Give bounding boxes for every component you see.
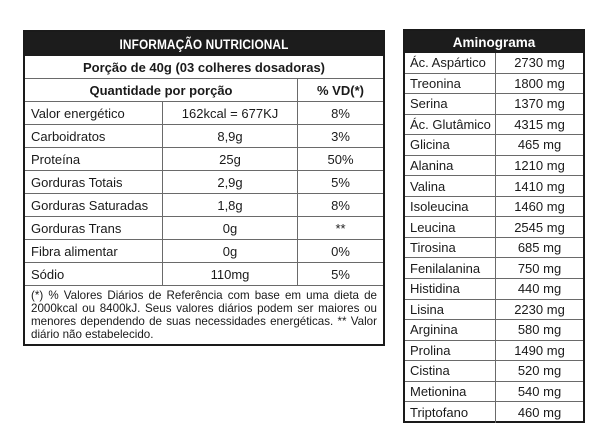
nutrient-name: Valor energético xyxy=(25,102,163,124)
amino-row xyxy=(405,341,583,362)
amino-row xyxy=(405,176,583,197)
serving-size-row xyxy=(25,56,383,79)
nutrient-name: Proteína xyxy=(25,148,163,170)
nutrient-row xyxy=(25,102,383,125)
amino-name: Tirosina xyxy=(405,238,496,258)
amino-value: 540 mg xyxy=(517,384,562,400)
amino-row xyxy=(405,217,583,238)
nutrient-amount: 25g xyxy=(163,148,298,170)
amino-name: Fenilalanina xyxy=(405,258,496,278)
col-header-vd: % VD(*) xyxy=(317,82,364,98)
nutrient-name: Gorduras Saturadas xyxy=(25,194,163,216)
nutrient-vd: 5% xyxy=(331,266,350,282)
amino-row xyxy=(405,258,583,279)
amino-value: 1210 mg xyxy=(514,158,565,173)
aminogram-title: Aminograma xyxy=(405,31,583,53)
nutrient-vd: 3% xyxy=(331,128,350,144)
nutrient-name: Carboidratos xyxy=(25,125,163,147)
nutrient-vd: 5% xyxy=(331,174,350,190)
amino-value: 460 mg xyxy=(517,405,562,421)
daily-values-footnote: (*) % Valores Diários de Referência com base em uma dieta de 2000kcal ou 8400kJ. Seus valores diários podem ser maiores ou menores dependendo de suas necessidades energéticas. ** Valor diário não estabelecido. xyxy=(31,289,377,341)
amino-value: 750 mg xyxy=(517,260,562,276)
nutrient-vd: 8% xyxy=(331,105,350,121)
nutrient-amount: 2,9g xyxy=(163,171,298,193)
amino-row xyxy=(405,135,583,156)
amino-row xyxy=(405,74,583,95)
col-header-quantity: Quantidade por porção xyxy=(25,79,298,101)
amino-row xyxy=(405,238,583,259)
nutrition-title-bar xyxy=(25,32,383,56)
nutrient-row xyxy=(25,217,383,240)
nutrition-title: INFORMAÇÃO NUTRICIONAL xyxy=(46,32,361,56)
amino-row xyxy=(405,156,583,177)
amino-row xyxy=(405,197,583,218)
amino-name: Lisina xyxy=(405,300,496,320)
nutrient-row xyxy=(25,263,383,286)
amino-row xyxy=(405,382,583,403)
amino-value: 1490 mg xyxy=(514,342,565,358)
nutrient-name: Gorduras Totais xyxy=(25,171,163,193)
nutrient-name: Sódio xyxy=(25,263,163,285)
nutrient-row xyxy=(25,148,383,171)
amino-value: 2730 mg xyxy=(514,55,565,71)
nutrient-amount: 8,9g xyxy=(163,125,298,147)
amino-name: Leucina xyxy=(405,217,496,237)
amino-name: Glicina xyxy=(405,135,496,155)
amino-name: Alanina xyxy=(405,156,496,176)
amino-value: 4315 mg xyxy=(514,116,565,132)
nutrient-amount: 0g xyxy=(163,217,298,239)
amino-name: Treonina xyxy=(405,74,496,94)
amino-value: 1460 mg xyxy=(514,199,565,215)
amino-row xyxy=(405,300,583,321)
amino-value: 1410 mg xyxy=(514,178,565,194)
nutrient-vd: ** xyxy=(335,220,346,236)
nutrition-facts-table xyxy=(23,30,385,346)
amino-row xyxy=(405,115,583,136)
nutrient-row xyxy=(25,240,383,263)
amino-row xyxy=(405,402,583,423)
amino-name: Ác. Aspártico xyxy=(405,53,496,73)
serving-size: Porção de 40g (03 colheres dosadoras) xyxy=(82,59,326,75)
amino-value: 1370 mg xyxy=(514,96,565,112)
amino-name: Serina xyxy=(405,94,496,114)
nutrient-row xyxy=(25,194,383,217)
nutrient-row xyxy=(25,171,383,194)
amino-value: 2230 mg xyxy=(514,301,565,317)
amino-value: 520 mg xyxy=(517,363,562,379)
nutrient-vd: 50% xyxy=(327,151,354,167)
amino-name: Prolina xyxy=(405,341,496,361)
amino-row xyxy=(405,53,583,74)
nutrient-amount: 1,8g xyxy=(163,194,298,216)
amino-row xyxy=(405,94,583,115)
amino-value: 580 mg xyxy=(517,322,562,338)
nutrient-amount: 110mg xyxy=(163,263,298,285)
amino-row xyxy=(405,361,583,382)
nutrient-name: Gorduras Trans xyxy=(25,217,163,239)
amino-name: Isoleucina xyxy=(405,197,496,217)
aminogram-table xyxy=(403,29,585,423)
nutrient-vd: 0% xyxy=(331,243,350,259)
amino-name: Arginina xyxy=(405,320,496,340)
nutrient-amount: 162kcal = 677KJ xyxy=(163,102,298,124)
amino-name: Valina xyxy=(405,176,496,196)
amino-name: Metionina xyxy=(405,382,496,402)
column-header-row xyxy=(25,79,383,102)
amino-name: Cistina xyxy=(405,361,496,381)
amino-value: 465 mg xyxy=(517,137,562,153)
nutrient-vd: 8% xyxy=(331,197,350,213)
nutrient-amount: 0g xyxy=(163,240,298,262)
amino-value: 440 mg xyxy=(517,281,562,297)
amino-name: Ác. Glutâmico xyxy=(405,115,496,135)
nutrient-row xyxy=(25,125,383,148)
amino-name: Triptofano xyxy=(405,402,496,423)
amino-value: 2545 mg xyxy=(514,219,565,235)
amino-row xyxy=(405,320,583,341)
amino-row xyxy=(405,279,583,300)
amino-value: 685 mg xyxy=(517,240,562,256)
nutrient-name: Fibra alimentar xyxy=(25,240,163,262)
amino-value: 1800 mg xyxy=(514,75,565,91)
amino-name: Histidina xyxy=(405,279,496,299)
